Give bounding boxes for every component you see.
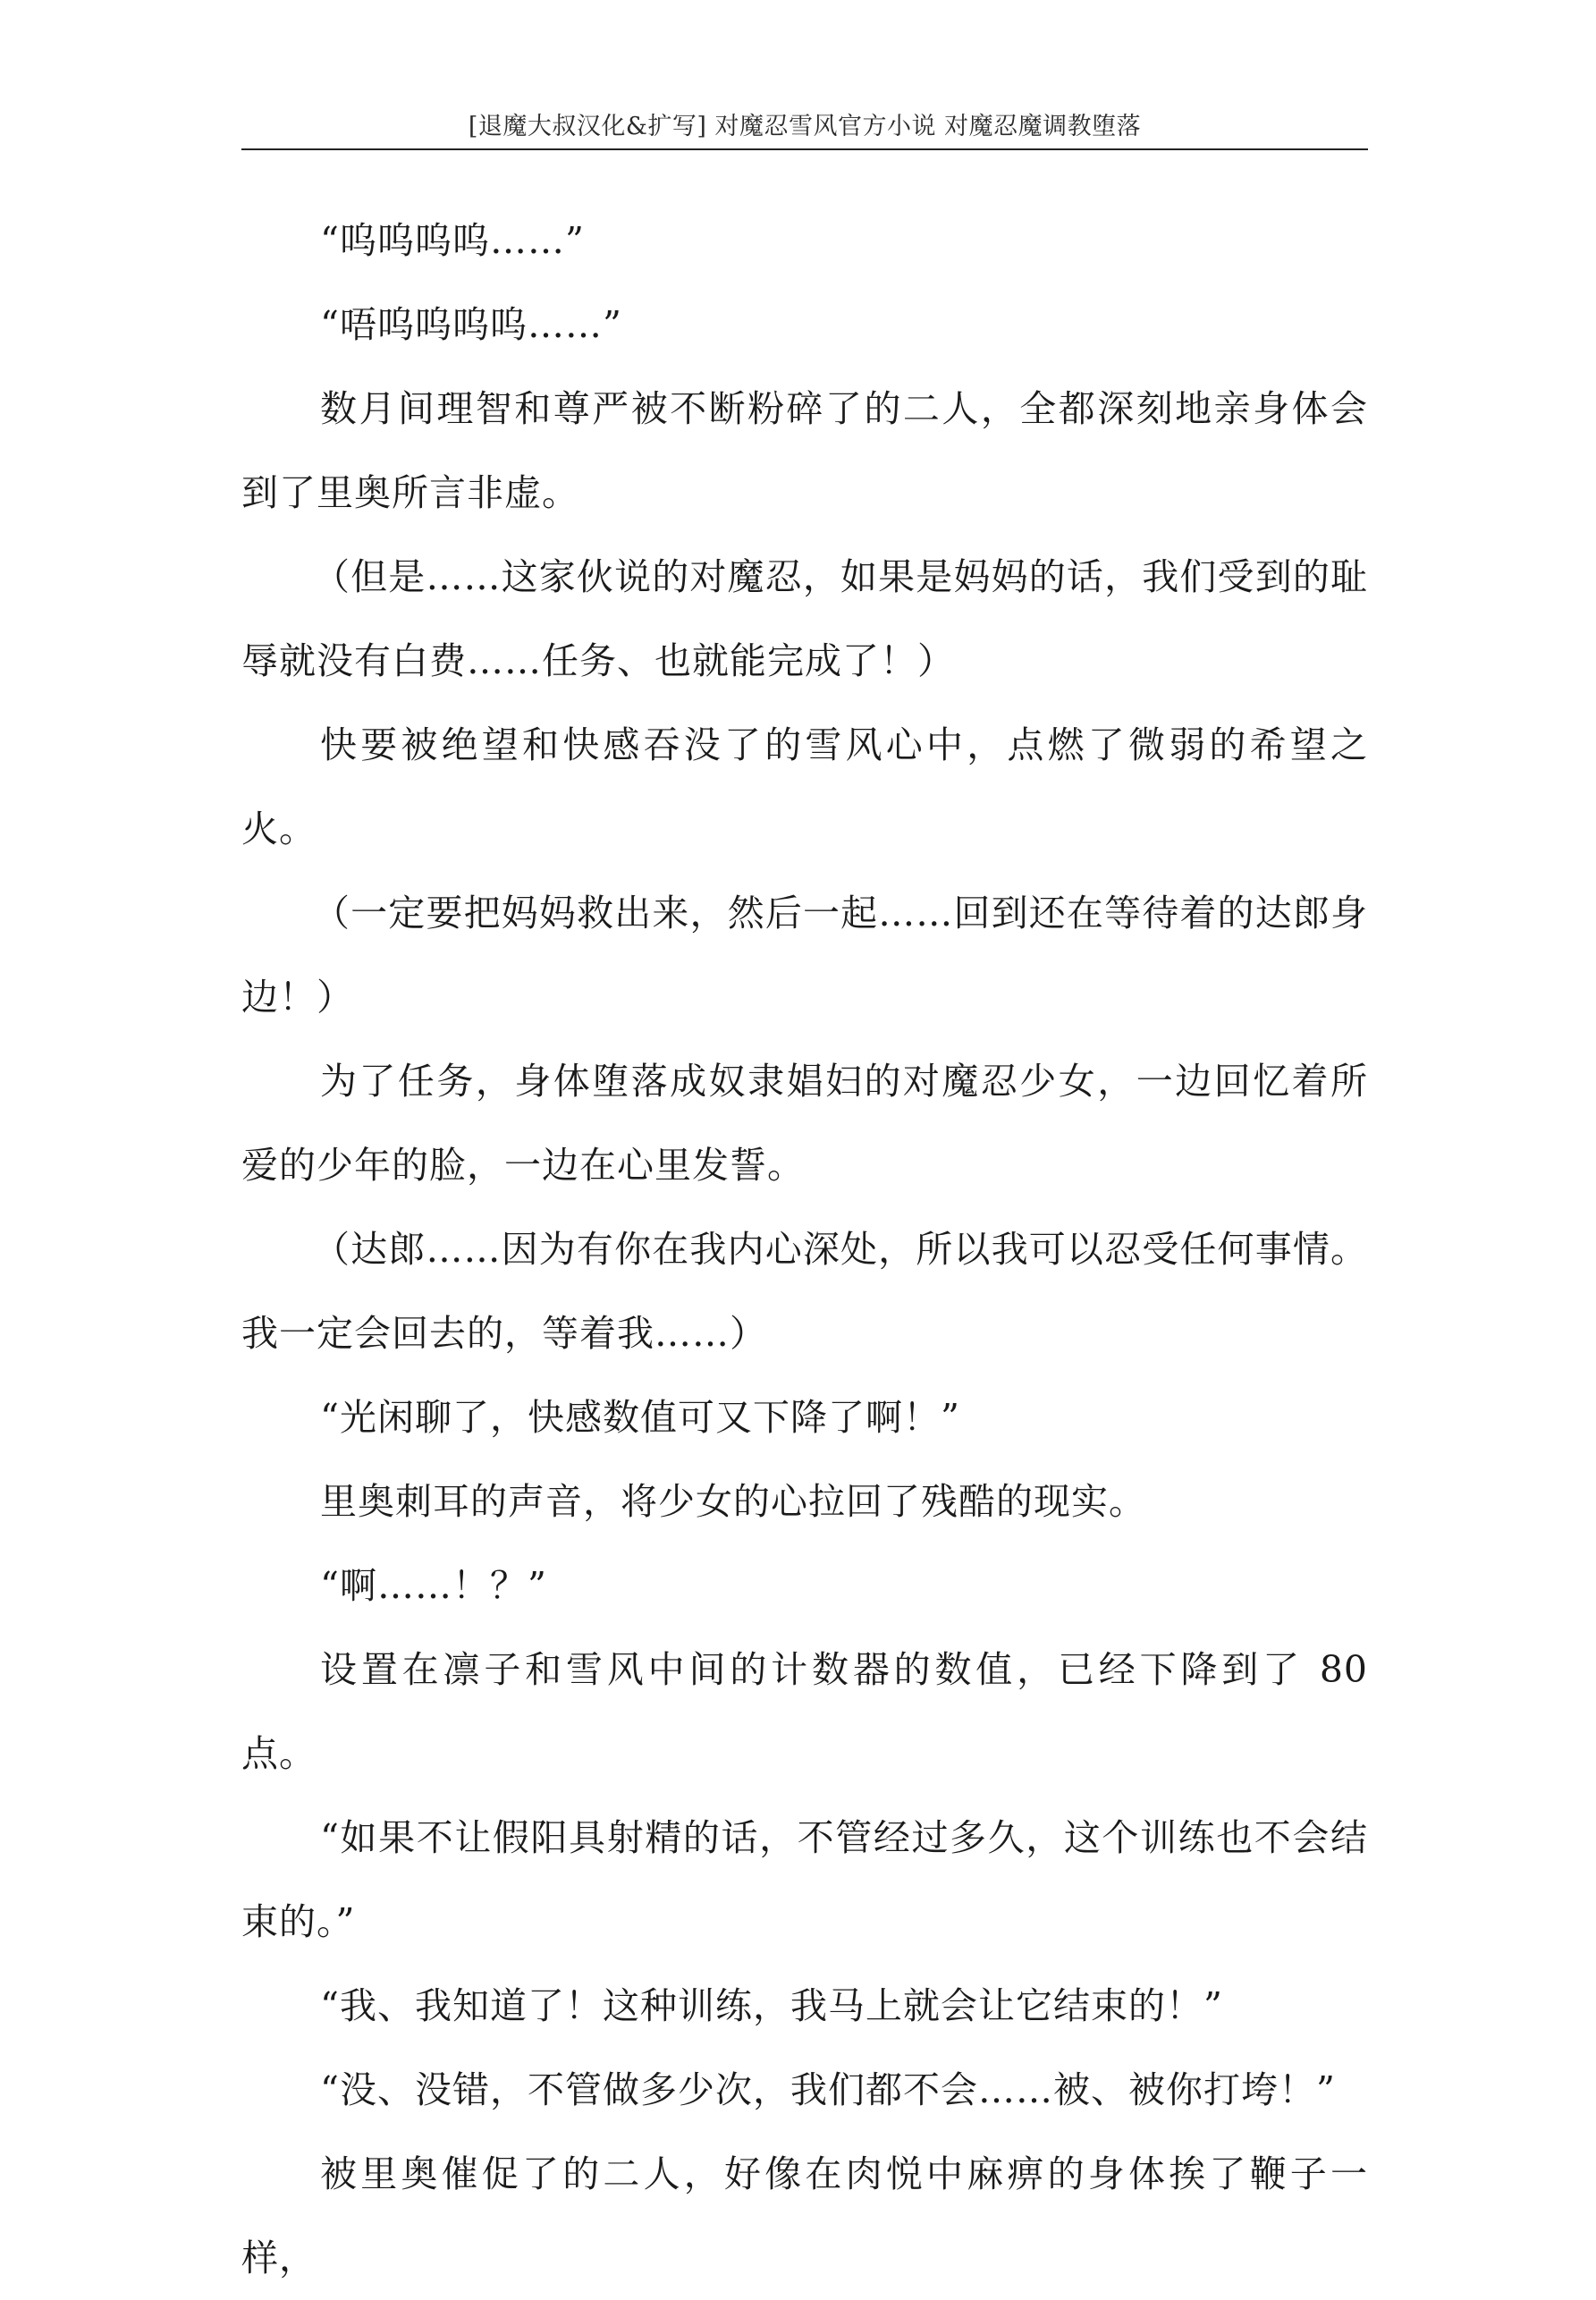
header-divider	[241, 148, 1368, 150]
paragraph: （一定要把妈妈救出来，然后一起……回到还在等待着的达郎身边！）	[241, 892, 1368, 1019]
paragraph: “光闲聊了，快感数值可又下降了啊！”	[320, 1396, 960, 1439]
paragraph: 里奥刺耳的声音，将少女的心拉回了残酷的现实。	[320, 1480, 1146, 1523]
paragraph: “呜呜呜呜……”	[320, 219, 585, 262]
paragraph: 数月间理智和尊严被不断粉碎了的二人，全都深刻地亲身体会到了里奥所言非虚。	[241, 387, 1368, 514]
paragraph: （但是……这家伙说的对魔忍，如果是妈妈的话，我们受到的耻辱就没有白费……任务、也就能完成了！）	[241, 555, 1368, 682]
paragraph: 设置在凛子和雪风中间的计数器的数值，已经下降到了 80 点。	[241, 1648, 1368, 1775]
body-text	[241, 199, 1368, 2300]
paragraph: “如果不让假阳具射精的话，不管经过多久，这个训练也不会结束的。”	[241, 1816, 1368, 1943]
paragraph: 为了任务，身体堕落成奴隶娼妇的对魔忍少女，一边回忆着所爱的少年的脸，一边在心里发誓。	[241, 1060, 1368, 1187]
running-header: [退魔大叔汉化&扩写] 对魔忍雪风官方小说 对魔忍魔调教堕落	[468, 113, 1142, 140]
paragraph: “啊……！？”	[320, 1564, 547, 1607]
paragraph: “唔呜呜呜呜……”	[320, 303, 622, 346]
paragraph: 快要被绝望和快感吞没了的雪风心中，点燃了微弱的希望之火。	[241, 723, 1368, 850]
paragraph: “没、没错，不管做多少次，我们都不会……被、被你打垮！”	[320, 2068, 1336, 2111]
paragraph: 被里奥催促了的二人，好像在肉悦中麻痹的身体挨了鞭子一样，	[241, 2152, 1368, 2279]
paragraph: （达郎……因为有你在我内心深处，所以我可以忍受任何事情。我一定会回去的，等着我……）	[241, 1228, 1368, 1355]
paragraph: “我、我知道了！这种训练，我马上就会让它结束的！”	[320, 1984, 1223, 2027]
